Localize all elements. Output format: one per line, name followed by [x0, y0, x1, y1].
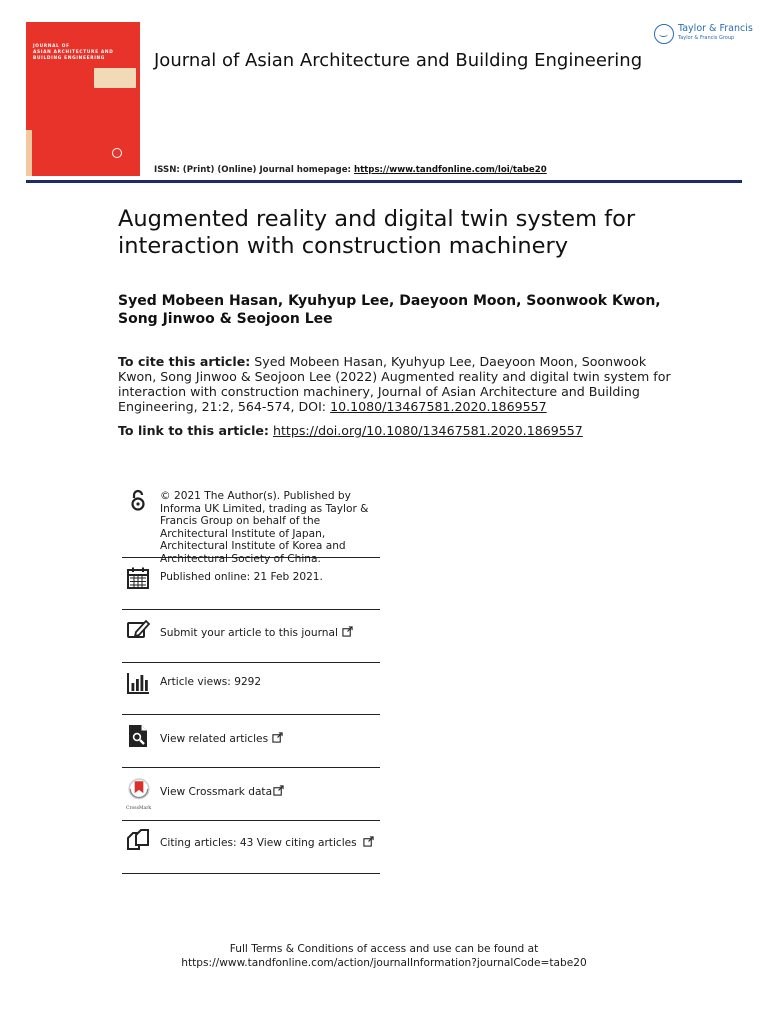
link-label: To link to this article:	[118, 423, 269, 438]
article-doi-link[interactable]: https://doi.org/10.1080/13467581.2020.1869557	[272, 423, 583, 438]
crossmark-logo-text: CrossMark	[126, 806, 152, 811]
search-document-icon	[126, 724, 150, 748]
terms-url-link[interactable]: https://www.tandfonline.com/action/journalInformation?journalCode=tabe20	[181, 957, 587, 969]
cite-label: To cite this article:	[118, 354, 251, 369]
calendar-icon	[126, 566, 150, 590]
citing-articles-label: Citing articles: 43 View citing articles	[160, 837, 357, 849]
view-crossmark-label: View Crossmark data	[160, 786, 273, 798]
open-access-icon	[126, 489, 150, 513]
edit-icon	[126, 618, 150, 642]
cover-title-line: BUILDING ENGINEERING	[33, 56, 106, 61]
citation-block	[118, 354, 678, 414]
header-divider	[26, 180, 742, 183]
views-row	[122, 663, 380, 715]
article-views: Article views: 9292	[160, 676, 262, 688]
open-access-text: © 2021 The Author(s). Published by Informa UK Limited, trading as Taylor & Francis Group on behalf of the Architectural Institute of Japan, Architectural Institute of Korea and Architectural Society of China.	[160, 490, 369, 565]
published-row	[122, 558, 380, 610]
crossmark-icon	[126, 777, 152, 805]
article-authors: Syed Mobeen Hasan, Kyuhyup Lee, Daeyoon Moon, Soonwook Kwon, Song Jinwoo & Seojoon Lee	[118, 293, 661, 327]
publisher-subname: Taylor & Francis Group	[678, 35, 735, 41]
cite-text: Syed Mobeen Hasan, Kyuhyup Lee, Daeyoon Moon, Soonwook Kwon, Song Jinwoo & Seojoon Lee (2022) Augmented reality and digital twin system for interaction with construction machinery, Journal of Asian Architecture and Building Engineering, 21:2, 564-574, DOI:	[118, 354, 671, 414]
cover-title-line: JOURNAL OF	[33, 44, 70, 49]
article-link-line	[118, 423, 678, 438]
crossmark-row[interactable]	[122, 768, 380, 821]
cover-issue-box	[94, 68, 136, 88]
view-related-link[interactable]	[160, 732, 283, 746]
related-row[interactable]	[122, 715, 380, 768]
journal-homepage-link[interactable]: https://www.tandfonline.com/loi/tabe20	[353, 165, 547, 175]
published-date: Published online: 21 Feb 2021.	[160, 571, 323, 583]
cover-title-line: ASIAN ARCHITECTURE AND	[33, 50, 114, 55]
publisher-name: Taylor & Francis	[678, 23, 753, 34]
cover-stripe	[26, 130, 32, 176]
external-link-icon	[273, 785, 284, 796]
journal-cover	[26, 22, 140, 176]
open-access-row	[122, 485, 380, 565]
issn-line	[154, 165, 547, 175]
view-related-label: View related articles	[160, 733, 269, 745]
issn-text: ISSN: (Print) (Online) Journal homepage:	[154, 165, 354, 175]
terms-line: Full Terms & Conditions of access and use can be found at	[229, 943, 539, 955]
cover-title	[33, 44, 133, 62]
publisher-logo[interactable]	[654, 22, 753, 48]
view-crossmark-link[interactable]	[160, 785, 284, 799]
cover-seal	[112, 148, 122, 158]
external-link-icon	[272, 732, 283, 743]
external-link-icon	[342, 626, 353, 637]
submit-article-link[interactable]	[160, 626, 353, 640]
submit-row[interactable]	[122, 610, 380, 663]
taylor-francis-logo-icon	[654, 24, 674, 44]
citing-row[interactable]	[122, 821, 380, 874]
bar-chart-icon	[126, 671, 150, 695]
cite-doi-link[interactable]: 10.1080/13467581.2020.1869557	[330, 399, 547, 414]
submit-article-label: Submit your article to this journal	[160, 627, 338, 639]
journal-title: Journal of Asian Architecture and Building Engineering	[154, 50, 643, 71]
view-citing-link[interactable]	[160, 836, 374, 850]
article-title: Augmented reality and digital twin system for interaction with construction machinery	[118, 206, 636, 259]
terms-footer	[0, 942, 768, 970]
citing-icon	[126, 829, 150, 853]
external-link-icon	[363, 836, 374, 847]
